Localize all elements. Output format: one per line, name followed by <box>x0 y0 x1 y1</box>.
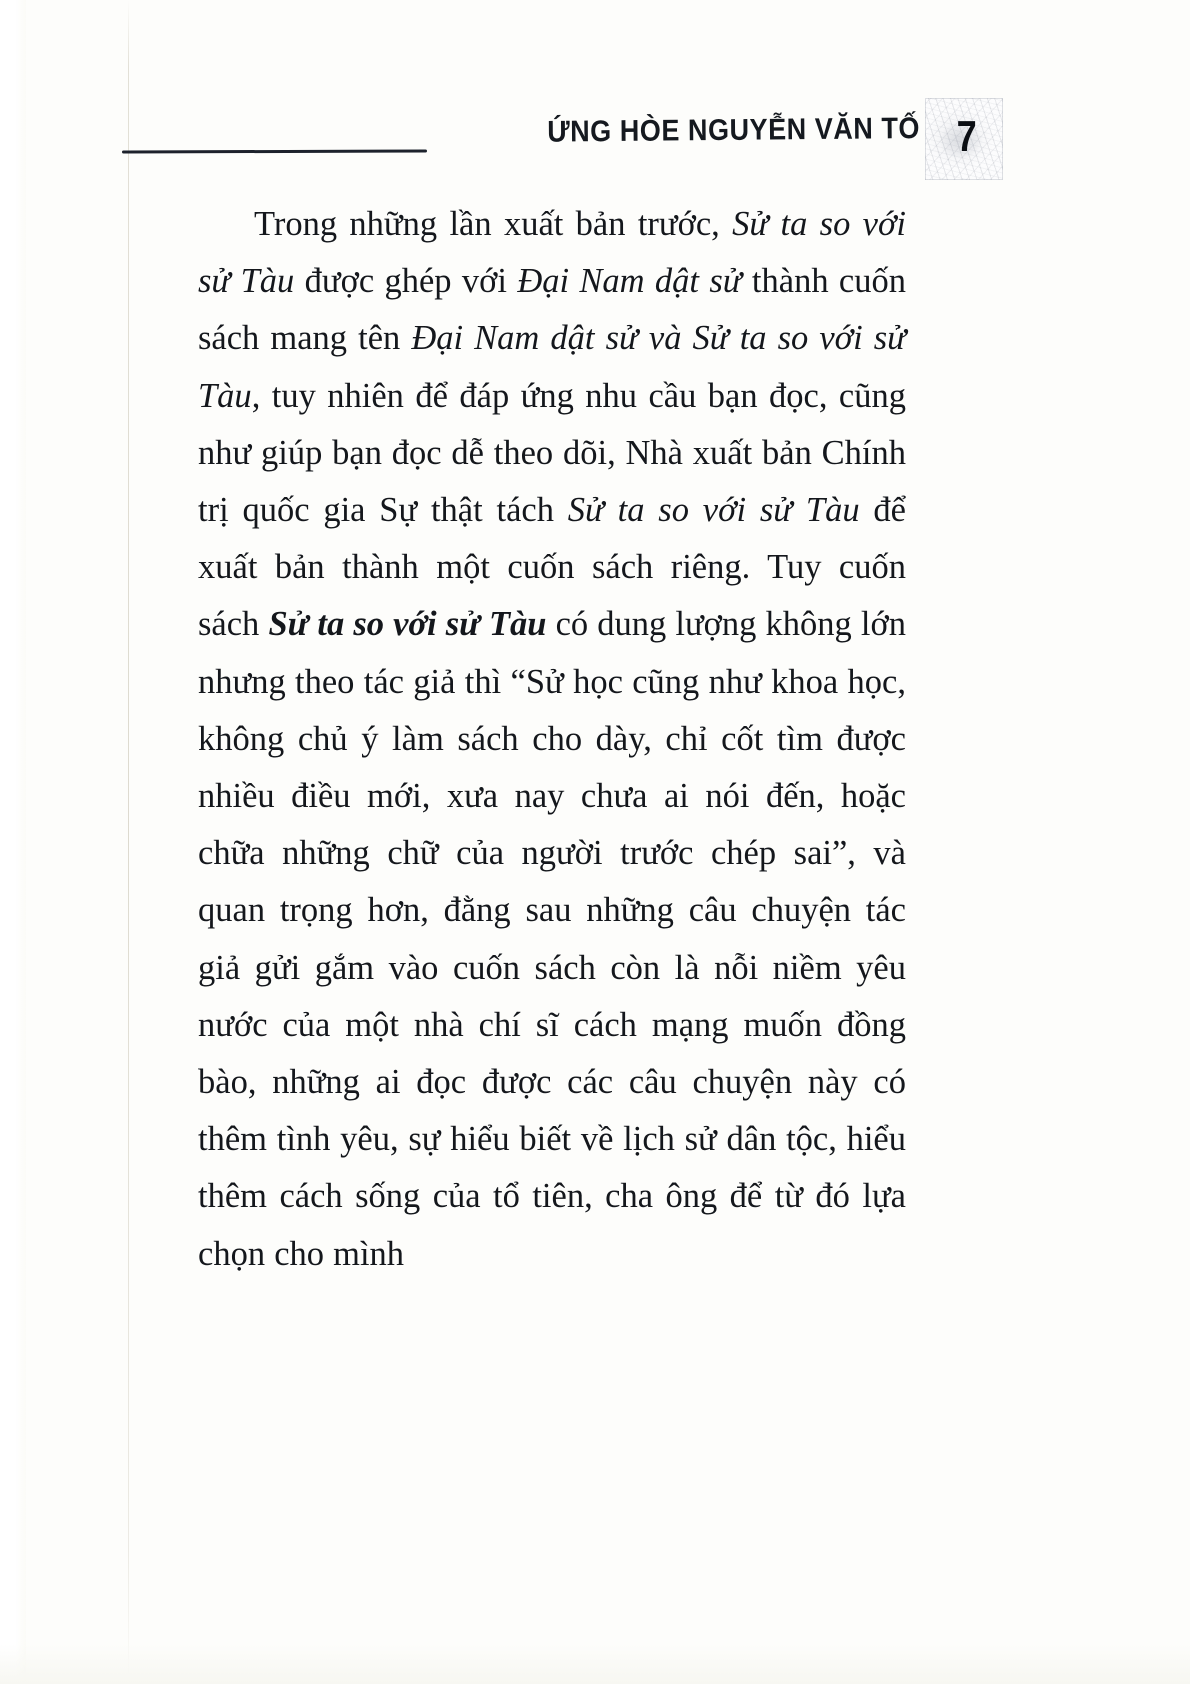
text-run-normal: thành cuốn sách mang tên <box>198 262 906 358</box>
text-run-italic: Sử ta so với sử Tàu <box>198 205 906 301</box>
text-run-italic: Sử ta so với sử Tàu <box>567 491 860 530</box>
text-run-bold-italic: Sử ta so với sử Tàu <box>268 605 547 644</box>
text-run-normal: , tuy nhiên để đáp ứng nhu cầu bạn đọc, cũng như giúp bạn đọc dễ theo dõi, Nhà xuất bản Chính trị quốc gia Sự thật tách <box>198 376 906 530</box>
text-run-italic: Đại Nam dật sử và Sử ta so với sử Tàu <box>198 319 906 415</box>
text-run-normal: Trong những lần xuất bản trước, <box>254 205 733 243</box>
page-number-box <box>925 98 1003 180</box>
body-text-block <box>198 196 906 1283</box>
running-head <box>120 96 1010 186</box>
header-title: ỨNG HÒE NGUYỄN VĂN TỐ <box>547 112 921 149</box>
header-rule <box>122 150 427 154</box>
page-gutter-line <box>128 0 129 1684</box>
paragraph <box>198 196 906 1283</box>
text-run-italic: Đại Nam dật sử <box>517 262 742 301</box>
page-bottom-edge <box>0 1644 1190 1684</box>
page-left-edge <box>0 0 26 1684</box>
text-run-normal: để xuất bản thành một cuốn sách riêng. Tuy cuốn sách <box>198 491 906 644</box>
page-number: 7 <box>956 112 977 161</box>
text-run-normal: được ghép với <box>294 262 518 301</box>
text-run-normal: có dung lượng không lớn nhưng theo tác giả thì “Sử học cũng như khoa học, không chủ ý làm sách cho dày, chỉ cốt tìm được nhiều điều mới, xưa nay chưa ai nói đến, hoặc chữa những chữ của người trước chép sai”, và quan trọng hơn, đằng sau những câu chuyện tác giả gửi gắm vào cuốn sách còn là nỗi niềm yêu nước của một nhà chí sĩ cách mạng muốn đồng bào, những ai đọc được các câu chuyện này có thêm tình yêu, sự hiểu biết về lịch sử dân tộc, hiểu thêm cách sống của tổ tiên, cha ông để từ đó lựa chọn cho mình <box>198 605 906 1273</box>
